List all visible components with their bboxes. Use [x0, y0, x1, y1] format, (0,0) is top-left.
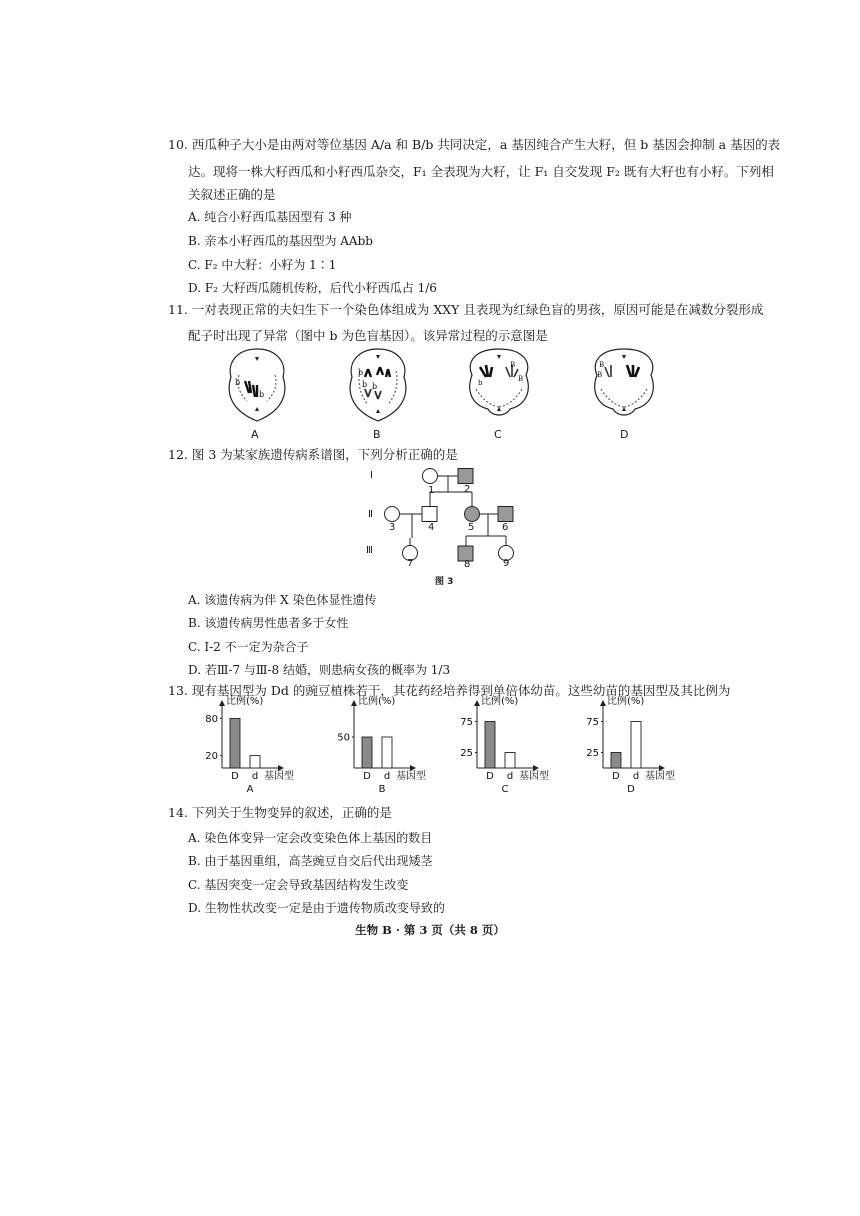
chart-b-xlabel: 基因型 — [396, 771, 426, 782]
individual-7: 7 — [407, 558, 414, 569]
q12-option-a: A. 该遗传病为伴 X 染色体显性遗传 — [188, 593, 377, 607]
q10-option-a: A. 纯合小籽西瓜基因型有 3 种 — [188, 210, 352, 224]
q10-option-b: B. 亲本小籽西瓜的基因型为 AAbb — [188, 234, 373, 248]
generation-label-3: Ⅲ — [366, 545, 373, 556]
chart-d-xlabel: 基因型 — [645, 771, 675, 782]
svg-text:b: b — [259, 390, 265, 399]
q14-option-b: B. 由于基因重组，高茎豌豆自交后代出现矮茎 — [188, 854, 433, 868]
individual-1: 1 — [428, 485, 435, 496]
chart-c-tick-label-0: 25 — [460, 748, 473, 759]
chart-d-ylabel: 比例(%) — [607, 696, 645, 707]
chart-c-category-0: D — [486, 771, 494, 782]
q14-option-d: D. 生物性状改变一定是由于遗传物质改变导致的 — [188, 901, 445, 915]
chart-b-ylabel: 比例(%) — [358, 696, 396, 707]
chart-d-bar-d — [631, 722, 641, 769]
q12-option-d: D. 若Ⅲ-7 与Ⅲ-8 结婚，则患病女孩的概率为 1/3 — [188, 663, 451, 677]
chart-c-ylabel: 比例(%) — [481, 696, 519, 707]
chart-b-bar-D — [362, 737, 372, 768]
q10-line2: 达。现将一株大籽西瓜和小籽西瓜杂交，F₁ 全表现为大籽，让 F₁ 自交发现 F₂ 既有大籽也有小籽。下列相 — [188, 164, 774, 179]
chart-d-label: D — [627, 784, 635, 795]
chart-d-category-1: d — [632, 771, 640, 782]
figure-caption: 图 3 — [435, 577, 454, 587]
chart-a-xlabel: 基因型 — [264, 771, 294, 782]
chart-c-bar-D — [485, 722, 495, 769]
q10-line1: 10. 西瓜种子大小是由两对等位基因 A/a 和 B/b 共同决定，a 基因纯合产生大籽，但 b 基因会抑制 a 基因的表 — [168, 137, 781, 152]
individual-2: 2 — [464, 484, 471, 495]
q13-line1: 13. 现有基因型为 Dd 的豌豆植株若干，其花药经培养得到单倍体幼苗。这些幼苗的基因型及其比例为 — [168, 683, 731, 698]
q14-line1: 14. 下列关于生物变异的叙述，正确的是 — [168, 805, 392, 820]
chart-c-tick-label-1: 75 — [460, 717, 473, 728]
individual-3: 3 — [389, 522, 396, 533]
chart-d-tick-label-0: 25 — [586, 748, 599, 759]
chart-c-y-arrow — [474, 700, 480, 706]
q14-option-c: C. 基因突变一定会导致基因结构发生改变 — [188, 878, 409, 892]
chart-c-category-1: d — [506, 771, 514, 782]
page-footer: 生物 B · 第 3 页（共 8 页） — [355, 923, 505, 937]
svg-text:B: B — [518, 375, 524, 383]
q10-line3: 关叙述正确的是 — [188, 187, 276, 202]
chart-b-y-arrow — [351, 700, 357, 706]
chart-a-bar-d — [250, 756, 260, 768]
svg-text:b: b — [372, 382, 378, 391]
chart-a-ylabel: 比例(%) — [226, 696, 264, 707]
svg-text:b: b — [478, 379, 483, 387]
chart-d-y-arrow — [600, 700, 606, 706]
chart-b-category-1: d — [383, 771, 391, 782]
chart-a-y-arrow — [219, 700, 225, 706]
svg-text:b: b — [235, 378, 241, 387]
chart-d-bar-D — [611, 753, 621, 769]
svg-text:b: b — [362, 380, 368, 389]
svg-text:B: B — [599, 361, 605, 369]
q10-option-c: C. F₂ 中大籽：小籽为 1∶1 — [188, 258, 337, 272]
cell-label-c: C — [494, 428, 502, 441]
q12-option-b: B. 该遗传病男性患者多于女性 — [188, 616, 349, 630]
chart-b-category-0: D — [363, 771, 371, 782]
individual-6: 6 — [502, 522, 509, 533]
chart-c-label: C — [501, 784, 509, 795]
q12-option-c: C. Ⅰ-2 不一定为杂合子 — [188, 640, 309, 654]
q10-option-d: D. F₂ 大籽西瓜随机传粉，后代小籽西瓜占 1/6 — [188, 281, 437, 295]
q11-line2: 配子时出现了异常（图中 b 为色盲基因）。该异常过程的示意图是 — [188, 328, 548, 343]
q12-line1: 12. 图 3 为某家族遗传病系谱图，下列分析正确的是 — [168, 447, 458, 462]
individual-5: 5 — [468, 522, 475, 533]
chart-b-tick-label-0: 50 — [337, 732, 350, 744]
cell-label-b: B — [373, 428, 381, 441]
cell-label-d: D — [620, 428, 629, 441]
chart-a-tick-label-0: 20 — [205, 751, 218, 763]
chart-a-tick-label-1: 80 — [205, 713, 218, 725]
chart-b-bar-d — [382, 737, 392, 768]
generation-label-1: Ⅰ — [370, 470, 373, 481]
cell-label-a: A — [251, 428, 259, 441]
chart-a-label: A — [246, 784, 254, 795]
chart-d-tick-label-1: 75 — [586, 717, 599, 728]
chart-a-category-1: d — [251, 771, 259, 782]
q11-line1: 11. 一对表现正常的夫妇生下一个染色体组成为 XXY 且表现为红绿色盲的男孩，原因可能是在减数分裂形成 — [168, 302, 764, 317]
individual-9: 9 — [503, 558, 510, 569]
generation-label-2: Ⅱ — [368, 509, 373, 520]
svg-text:b: b — [358, 368, 364, 377]
chart-c-xlabel: 基因型 — [519, 771, 549, 782]
chart-a-bar-D — [230, 718, 240, 768]
svg-text:B: B — [510, 361, 516, 369]
chart-c-bar-d — [505, 753, 515, 769]
chart-d-category-0: D — [612, 771, 620, 782]
chart-a-category-0: D — [231, 771, 239, 782]
q14-option-a: A. 染色体变异一定会改变染色体上基因的数目 — [188, 831, 433, 845]
individual-4: 4 — [428, 522, 435, 533]
chart-b-label: B — [378, 784, 386, 795]
individual-8: 8 — [464, 559, 471, 570]
svg-text:B: B — [597, 371, 603, 379]
